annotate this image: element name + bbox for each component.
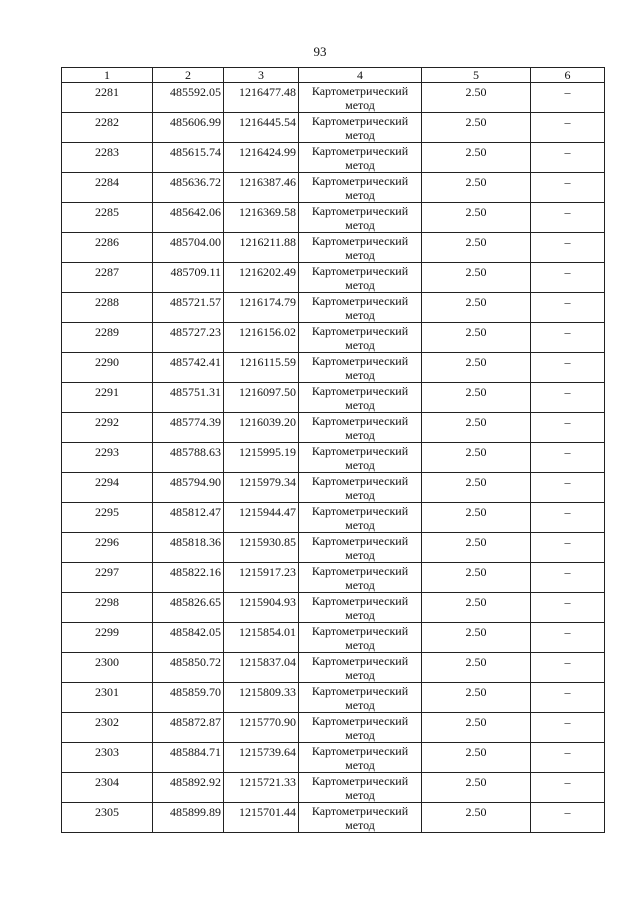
- point-number-cell: 2305: [62, 803, 153, 833]
- method-line-2: метод: [345, 578, 375, 592]
- method-line-2: метод: [345, 818, 375, 832]
- point-number-cell: 2290: [62, 353, 153, 383]
- accuracy-cell: 2.50: [422, 563, 531, 593]
- method-line-2: метод: [345, 278, 375, 292]
- method-cell: [299, 413, 422, 443]
- coordinate-x-cell: 485615.74: [153, 143, 224, 173]
- method-line-1: Картометрический: [311, 294, 409, 308]
- coordinate-x-cell: 485872.87: [153, 713, 224, 743]
- table-row: [62, 773, 605, 803]
- coordinate-x-cell: 485842.05: [153, 623, 224, 653]
- coordinate-x-cell: 485709.11: [153, 263, 224, 293]
- method-line-2: метод: [345, 248, 375, 262]
- method-cell: [299, 683, 422, 713]
- accuracy-cell: 2.50: [422, 443, 531, 473]
- coordinate-x-cell: 485788.63: [153, 443, 224, 473]
- description-cell: –: [531, 83, 605, 113]
- coordinate-y-cell: 1216211.88: [224, 233, 299, 263]
- table-header-row: [62, 68, 605, 83]
- method-line-1: Картометрический: [311, 504, 409, 518]
- point-number-cell: 2291: [62, 383, 153, 413]
- accuracy-cell: 2.50: [422, 623, 531, 653]
- table-row: [62, 383, 605, 413]
- coordinate-y-cell: 1215721.33: [224, 773, 299, 803]
- description-cell: –: [531, 593, 605, 623]
- table-row: [62, 353, 605, 383]
- description-cell: –: [531, 143, 605, 173]
- column-header: 1: [62, 68, 153, 83]
- accuracy-cell: 2.50: [422, 743, 531, 773]
- table-row: [62, 653, 605, 683]
- method-line-1: Картометрический: [311, 324, 409, 338]
- point-number-cell: 2300: [62, 653, 153, 683]
- coordinate-x-cell: 485812.47: [153, 503, 224, 533]
- description-cell: –: [531, 563, 605, 593]
- method-line-1: Картометрический: [311, 354, 409, 368]
- description-cell: –: [531, 473, 605, 503]
- description-cell: –: [531, 803, 605, 833]
- coordinate-x-cell: 485794.90: [153, 473, 224, 503]
- method-line-2: метод: [345, 668, 375, 682]
- point-number-cell: 2296: [62, 533, 153, 563]
- method-cell: [299, 173, 422, 203]
- coordinate-y-cell: 1216039.20: [224, 413, 299, 443]
- table-row: [62, 743, 605, 773]
- method-cell: [299, 803, 422, 833]
- method-line-2: метод: [345, 98, 375, 112]
- description-cell: –: [531, 743, 605, 773]
- coordinate-x-cell: 485892.92: [153, 773, 224, 803]
- point-number-cell: 2284: [62, 173, 153, 203]
- method-line-1: Картометрический: [311, 234, 409, 248]
- method-line-1: Картометрический: [311, 84, 409, 98]
- coordinate-x-cell: 485884.71: [153, 743, 224, 773]
- coordinate-x-cell: 485742.41: [153, 353, 224, 383]
- table-row: [62, 323, 605, 353]
- coordinate-x-cell: 485721.57: [153, 293, 224, 323]
- point-number-cell: 2294: [62, 473, 153, 503]
- method-cell: [299, 593, 422, 623]
- method-cell: [299, 563, 422, 593]
- accuracy-cell: 2.50: [422, 773, 531, 803]
- coordinate-x-cell: 485818.36: [153, 533, 224, 563]
- accuracy-cell: 2.50: [422, 653, 531, 683]
- column-header: 6: [531, 68, 605, 83]
- table-body: [62, 83, 605, 833]
- accuracy-cell: 2.50: [422, 293, 531, 323]
- description-cell: –: [531, 383, 605, 413]
- method-cell: [299, 653, 422, 683]
- method-line-2: метод: [345, 428, 375, 442]
- method-cell: [299, 443, 422, 473]
- method-cell: [299, 623, 422, 653]
- method-cell: [299, 83, 422, 113]
- point-number-cell: 2293: [62, 443, 153, 473]
- method-line-1: Картометрический: [311, 804, 409, 818]
- table-row: [62, 173, 605, 203]
- method-line-1: Картометрический: [311, 144, 409, 158]
- table-row: [62, 623, 605, 653]
- coordinate-x-cell: 485822.16: [153, 563, 224, 593]
- coordinate-x-cell: 485850.72: [153, 653, 224, 683]
- coordinate-x-cell: 485826.65: [153, 593, 224, 623]
- point-number-cell: 2285: [62, 203, 153, 233]
- description-cell: –: [531, 233, 605, 263]
- method-line-2: метод: [345, 638, 375, 652]
- coordinate-x-cell: 485704.00: [153, 233, 224, 263]
- coordinate-y-cell: 1216477.48: [224, 83, 299, 113]
- accuracy-cell: 2.50: [422, 503, 531, 533]
- table-row: [62, 233, 605, 263]
- point-number-cell: 2281: [62, 83, 153, 113]
- accuracy-cell: 2.50: [422, 143, 531, 173]
- coordinate-y-cell: 1215809.33: [224, 683, 299, 713]
- point-number-cell: 2288: [62, 293, 153, 323]
- method-line-2: метод: [345, 128, 375, 142]
- description-cell: –: [531, 503, 605, 533]
- method-line-1: Картометрический: [311, 714, 409, 728]
- method-line-1: Картометрический: [311, 384, 409, 398]
- table-row: [62, 563, 605, 593]
- coordinate-x-cell: 485642.06: [153, 203, 224, 233]
- coordinate-x-cell: 485727.23: [153, 323, 224, 353]
- method-cell: [299, 203, 422, 233]
- table-row: [62, 203, 605, 233]
- method-cell: [299, 533, 422, 563]
- accuracy-cell: 2.50: [422, 83, 531, 113]
- coordinate-x-cell: 485636.72: [153, 173, 224, 203]
- method-line-2: метод: [345, 698, 375, 712]
- description-cell: –: [531, 323, 605, 353]
- table-row: [62, 113, 605, 143]
- point-number-cell: 2302: [62, 713, 153, 743]
- description-cell: –: [531, 623, 605, 653]
- method-cell: [299, 473, 422, 503]
- table-row: [62, 593, 605, 623]
- table-row: [62, 533, 605, 563]
- point-number-cell: 2286: [62, 233, 153, 263]
- coordinate-x-cell: 485774.39: [153, 413, 224, 443]
- column-header: 5: [422, 68, 531, 83]
- table-row: [62, 413, 605, 443]
- method-line-2: метод: [345, 608, 375, 622]
- accuracy-cell: 2.50: [422, 533, 531, 563]
- coordinate-y-cell: 1216445.54: [224, 113, 299, 143]
- method-line-1: Картометрический: [311, 624, 409, 638]
- point-number-cell: 2283: [62, 143, 153, 173]
- method-line-2: метод: [345, 788, 375, 802]
- description-cell: –: [531, 443, 605, 473]
- method-line-2: метод: [345, 218, 375, 232]
- method-line-2: метод: [345, 338, 375, 352]
- coordinate-x-cell: 485592.05: [153, 83, 224, 113]
- point-number-cell: 2295: [62, 503, 153, 533]
- coordinate-y-cell: 1215739.64: [224, 743, 299, 773]
- accuracy-cell: 2.50: [422, 683, 531, 713]
- column-header: 4: [299, 68, 422, 83]
- coordinate-y-cell: 1216174.79: [224, 293, 299, 323]
- method-line-1: Картометрический: [311, 444, 409, 458]
- method-line-2: метод: [345, 548, 375, 562]
- description-cell: –: [531, 353, 605, 383]
- table-row: [62, 803, 605, 833]
- coordinate-y-cell: 1216156.02: [224, 323, 299, 353]
- method-cell: [299, 503, 422, 533]
- accuracy-cell: 2.50: [422, 203, 531, 233]
- method-cell: [299, 323, 422, 353]
- table-row: [62, 263, 605, 293]
- accuracy-cell: 2.50: [422, 353, 531, 383]
- accuracy-cell: 2.50: [422, 113, 531, 143]
- point-number-cell: 2301: [62, 683, 153, 713]
- method-cell: [299, 263, 422, 293]
- coordinate-x-cell: 485899.89: [153, 803, 224, 833]
- method-line-2: метод: [345, 518, 375, 532]
- accuracy-cell: 2.50: [422, 593, 531, 623]
- accuracy-cell: 2.50: [422, 413, 531, 443]
- method-cell: [299, 743, 422, 773]
- table-row: [62, 713, 605, 743]
- description-cell: –: [531, 713, 605, 743]
- coordinate-y-cell: 1216202.49: [224, 263, 299, 293]
- description-cell: –: [531, 263, 605, 293]
- method-cell: [299, 773, 422, 803]
- coordinate-y-cell: 1216115.59: [224, 353, 299, 383]
- accuracy-cell: 2.50: [422, 713, 531, 743]
- table-row: [62, 293, 605, 323]
- method-line-2: метод: [345, 758, 375, 772]
- method-cell: [299, 293, 422, 323]
- method-line-1: Картометрический: [311, 414, 409, 428]
- table-row: [62, 83, 605, 113]
- column-header: 3: [224, 68, 299, 83]
- coordinates-table: [61, 67, 605, 833]
- table-row: [62, 683, 605, 713]
- accuracy-cell: 2.50: [422, 473, 531, 503]
- table-row: [62, 473, 605, 503]
- method-line-1: Картометрический: [311, 774, 409, 788]
- accuracy-cell: 2.50: [422, 803, 531, 833]
- description-cell: –: [531, 773, 605, 803]
- method-line-2: метод: [345, 458, 375, 472]
- point-number-cell: 2299: [62, 623, 153, 653]
- table-row: [62, 503, 605, 533]
- method-line-2: метод: [345, 488, 375, 502]
- coordinate-x-cell: 485751.31: [153, 383, 224, 413]
- accuracy-cell: 2.50: [422, 233, 531, 263]
- coordinate-x-cell: 485859.70: [153, 683, 224, 713]
- point-number-cell: 2303: [62, 743, 153, 773]
- point-number-cell: 2289: [62, 323, 153, 353]
- coordinate-x-cell: 485606.99: [153, 113, 224, 143]
- coordinate-y-cell: 1215837.04: [224, 653, 299, 683]
- method-cell: [299, 113, 422, 143]
- description-cell: –: [531, 413, 605, 443]
- coordinate-y-cell: 1216097.50: [224, 383, 299, 413]
- coordinate-y-cell: 1216369.58: [224, 203, 299, 233]
- method-line-1: Картометрический: [311, 744, 409, 758]
- accuracy-cell: 2.50: [422, 263, 531, 293]
- method-line-1: Картометрический: [311, 264, 409, 278]
- method-cell: [299, 713, 422, 743]
- method-line-1: Картометрический: [311, 174, 409, 188]
- column-header: 2: [153, 68, 224, 83]
- point-number-cell: 2304: [62, 773, 153, 803]
- coordinate-y-cell: 1216387.46: [224, 173, 299, 203]
- coordinate-y-cell: 1215904.93: [224, 593, 299, 623]
- method-line-1: Картометрический: [311, 474, 409, 488]
- accuracy-cell: 2.50: [422, 383, 531, 413]
- method-cell: [299, 233, 422, 263]
- coordinate-y-cell: 1215917.23: [224, 563, 299, 593]
- coordinate-y-cell: 1215995.19: [224, 443, 299, 473]
- table-row: [62, 443, 605, 473]
- page-number: 93: [313, 44, 327, 59]
- point-number-cell: 2298: [62, 593, 153, 623]
- method-cell: [299, 353, 422, 383]
- description-cell: –: [531, 113, 605, 143]
- description-cell: –: [531, 203, 605, 233]
- point-number-cell: 2287: [62, 263, 153, 293]
- point-number-cell: 2297: [62, 563, 153, 593]
- method-cell: [299, 143, 422, 173]
- accuracy-cell: 2.50: [422, 323, 531, 353]
- method-line-1: Картометрический: [311, 534, 409, 548]
- coordinate-y-cell: 1215979.34: [224, 473, 299, 503]
- method-line-1: Картометрический: [311, 654, 409, 668]
- method-line-1: Картометрический: [311, 564, 409, 578]
- coordinate-y-cell: 1215854.01: [224, 623, 299, 653]
- method-line-1: Картометрический: [311, 684, 409, 698]
- description-cell: –: [531, 683, 605, 713]
- table-row: [62, 143, 605, 173]
- method-line-2: метод: [345, 308, 375, 322]
- coordinate-y-cell: 1215701.44: [224, 803, 299, 833]
- description-cell: –: [531, 293, 605, 323]
- method-line-1: Картометрический: [311, 594, 409, 608]
- method-line-1: Картометрический: [311, 204, 409, 218]
- description-cell: –: [531, 173, 605, 203]
- point-number-cell: 2292: [62, 413, 153, 443]
- method-line-2: метод: [345, 368, 375, 382]
- description-cell: –: [531, 533, 605, 563]
- method-line-2: метод: [345, 398, 375, 412]
- method-cell: [299, 383, 422, 413]
- method-line-1: Картометрический: [311, 114, 409, 128]
- coordinate-y-cell: 1215770.90: [224, 713, 299, 743]
- method-line-2: метод: [345, 158, 375, 172]
- point-number-cell: 2282: [62, 113, 153, 143]
- method-line-2: метод: [345, 728, 375, 742]
- coordinate-y-cell: 1215930.85: [224, 533, 299, 563]
- description-cell: –: [531, 653, 605, 683]
- method-line-2: метод: [345, 188, 375, 202]
- coordinate-y-cell: 1216424.99: [224, 143, 299, 173]
- coordinate-y-cell: 1215944.47: [224, 503, 299, 533]
- accuracy-cell: 2.50: [422, 173, 531, 203]
